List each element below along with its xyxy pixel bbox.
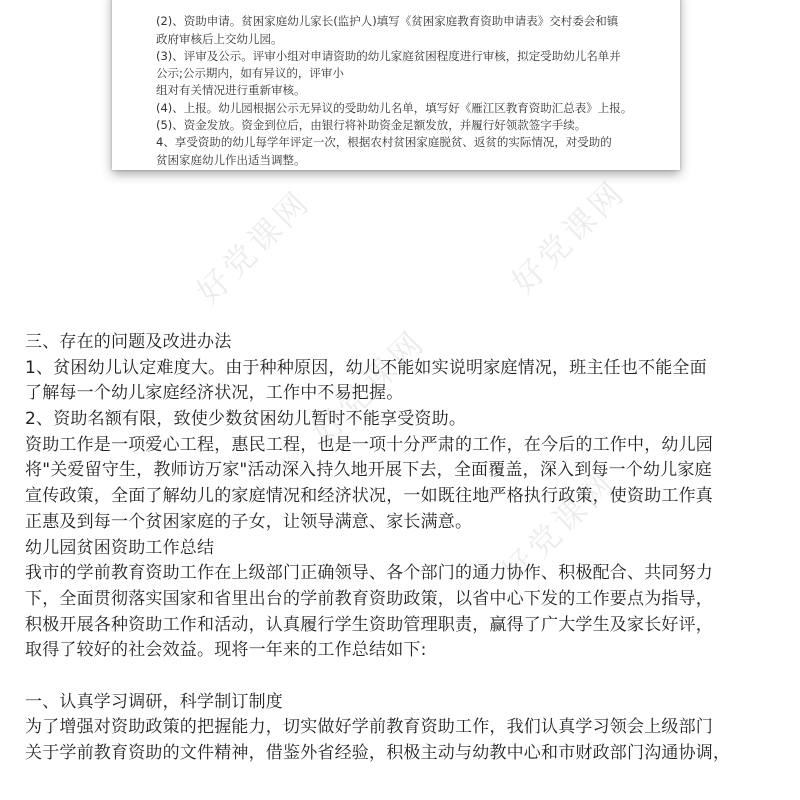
paragraph-line: 资助工作是一项爱心工程，惠民工程，也是一项十分严肃的工作，在今后的工作中，幼儿园 [25, 434, 713, 455]
watermark: 好党课网 [504, 172, 633, 302]
card-line [156, 0, 668, 13]
card-line: 4、享受资助的幼儿每学年评定一次，根据农村贫困家庭脱贫、返贫的实际情况，对受助的 [156, 135, 612, 150]
watermark: 好党课网 [189, 182, 318, 312]
paragraph-line: 我市的学前教育资助工作在上级部门正确领导、各个部门的通力协作、积极配合、共同努力 [25, 563, 713, 584]
paragraph-line: 宣传政策，全面了解幼儿的家庭情况和经济状况，一如既往地严格执行政策，使资助工作真 [25, 486, 713, 507]
watermark: 好党课网 [494, 462, 623, 592]
paragraph-line: 为了增强对资助政策的把握能力，切实做好学前教育资助工作，我们认真学习领会上级部门 [25, 717, 713, 738]
card-text-block [156, 0, 668, 169]
paragraph-line: 积极开展各种资助工作和活动，认真履行学生资助管理职责，赢得了广大学生及家长好评， [25, 614, 713, 635]
card-line: 贫困家庭幼儿作出适当调整。 [156, 152, 306, 167]
watermark: 好党课网 [304, 322, 433, 452]
paragraph-line: 取得了较好的社会效益。现将一年来的工作总结如下: [25, 640, 427, 661]
document-title: 幼儿园贫困资助工作总结 [25, 537, 215, 558]
section-heading: 一、认真学习调研，科学制订制度 [25, 691, 283, 712]
paragraph-line: 1、贫困幼儿认定难度大。由于种种原因，幼儿不能如实说明家庭情况，班主任也不能全面 [25, 357, 707, 378]
card-line: (2)、资助申请。贫困家庭幼儿家长(监护人)填写《贫困家庭教育资助申请表》交村委会和镇 [156, 14, 619, 29]
paragraph-line: 关于学前教育资助的文件精神，借鉴外省经验，积极主动与幼教中心和市财政部门沟通协调， [25, 743, 731, 763]
paragraph-line: 下，全面贯彻落实国家和省里出台的学前教育资助政策，以省中心下发的工作要点为指导， [25, 588, 713, 609]
card-line: (5)、资金发放。资金到位后，由银行将补助资金足额发放，并履行好领款签字手续。 [156, 118, 587, 133]
document-preview-card [112, 0, 680, 170]
section-heading: 三、存在的问题及改进办法 [25, 332, 232, 352]
paragraph-line: 将"关爱留守生，教师访万家"活动深入持久地开展下去，全面覆盖，深入到每一个幼儿家庭 [25, 460, 712, 481]
paragraph-line: 2、资助名额有限，致使少数贫困幼儿暂时不能享受资助。 [25, 409, 467, 430]
card-line: (4)、上报。幼儿园根据公示无异议的受助幼儿名单，填写好《雁江区教育资助汇总表》上报。 [156, 100, 633, 115]
card-line: (3)、评审及公示。评审小组对申请资助的幼儿家庭贫困程度进行审核，拟定受助幼儿名单并 [156, 48, 621, 63]
document-body [25, 330, 785, 767]
card-line: 组对有关情况进行重新审核。 [156, 83, 306, 98]
paragraph-line: 了解每一个幼儿家庭经济状况，工作中不易把握。 [25, 383, 404, 404]
card-line: 政府审核后上交幼儿园。 [156, 31, 283, 46]
card-line: 公示;公示期内，如有异议的，评审小 [156, 66, 344, 81]
blank-line [25, 664, 785, 690]
paragraph-line: 正惠及到每一个贫困家庭的子女，让领导满意、家长满意。 [25, 511, 473, 532]
